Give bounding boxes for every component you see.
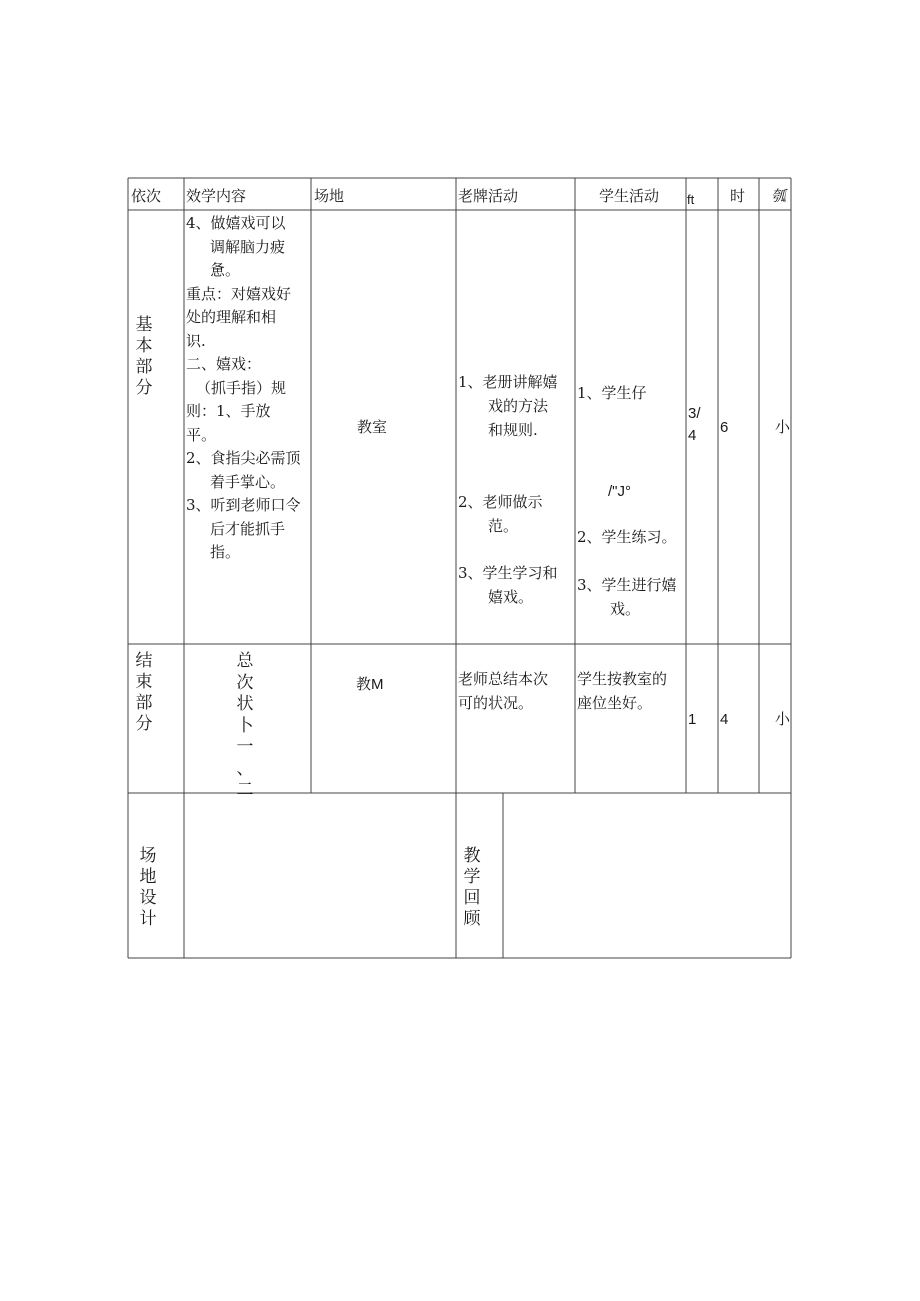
- teacher-step-3: 3、学生学习和: [458, 564, 558, 582]
- ending-teacher: 老师总结本次: [458, 670, 549, 688]
- venue-design-label: 场 地 设 计: [139, 846, 157, 928]
- header-ft: ft: [687, 192, 695, 207]
- basic-last: 小: [775, 419, 791, 436]
- teaching-review-label: 教 学 回 顾: [463, 846, 481, 928]
- content-line: （抓手指）规: [196, 378, 287, 397]
- content-line: 3、听到老师口令: [186, 496, 301, 514]
- header-content: 效学内容: [186, 188, 247, 205]
- section-label-basic: 基 本 部 分: [135, 315, 153, 397]
- student-step-1-cont: /"J°: [608, 483, 631, 500]
- student-step-3: 3、学生进行嬉: [577, 576, 677, 594]
- student-step-2: 2、学生练习。: [577, 528, 677, 546]
- header-last: 瓠: [771, 188, 787, 205]
- content-line: 着手掌心。: [210, 472, 286, 491]
- content-line: 二、嬉戏：: [186, 355, 262, 373]
- basic-venue: 教室: [357, 419, 388, 436]
- basic-ft: 3/: [688, 405, 701, 422]
- teacher-step-2: 2、老师做示: [458, 493, 543, 511]
- teacher-step-1: 1、老册讲解嬉: [458, 373, 558, 391]
- section-label-ending: 结 束 部 分: [135, 651, 153, 733]
- content-line: 处的理解和相: [186, 308, 277, 326]
- ending-venue: 教M: [356, 676, 384, 693]
- teacher-step-1-cont: 和规则.: [488, 421, 538, 439]
- ending-student-cont: 座位坐好。: [577, 694, 653, 712]
- student-step-1: 1、学生仔: [577, 384, 647, 402]
- basic-time: 6: [720, 419, 729, 436]
- teacher-step-3-cont: 嬉戏。: [488, 588, 534, 606]
- header-student-activity: 学生活动: [599, 188, 660, 205]
- ending-teacher-cont: 可的状况。: [458, 694, 534, 712]
- content-line: 4、做嬉戏可以: [186, 214, 286, 232]
- teacher-step-1-cont: 戏的方法: [488, 397, 549, 415]
- ending-student: 学生按教室的: [577, 670, 668, 688]
- content-line: 后才能抓手: [210, 519, 286, 538]
- header-time: 时: [730, 188, 746, 205]
- header-order: 依次: [131, 188, 162, 205]
- teacher-step-2-cont: 范。: [488, 517, 519, 535]
- content-line: 重点：对嬉戏好: [186, 284, 292, 303]
- ending-last: 小: [775, 711, 791, 728]
- content-line: 惫。: [210, 261, 241, 279]
- header-teacher-activity: 老牌活动: [458, 188, 519, 205]
- student-step-3-cont: 戏。: [610, 600, 641, 618]
- content-line: 平。: [186, 425, 217, 444]
- content-line: 调解脑力疲: [210, 237, 286, 256]
- content-line: 2、食指尖必需顶: [186, 449, 301, 467]
- content-line: 指。: [210, 543, 241, 561]
- content-line: 识.: [186, 331, 206, 350]
- ending-ft: 1: [688, 711, 697, 728]
- header-venue: 场地: [314, 188, 345, 205]
- ending-content: 总 次 状 卜 一 、二: [236, 651, 254, 799]
- basic-content: [186, 212, 301, 565]
- basic-ft-cont: 4: [688, 427, 697, 444]
- content-line: 则：1、手放: [186, 402, 271, 420]
- ending-time: 4: [720, 711, 729, 728]
